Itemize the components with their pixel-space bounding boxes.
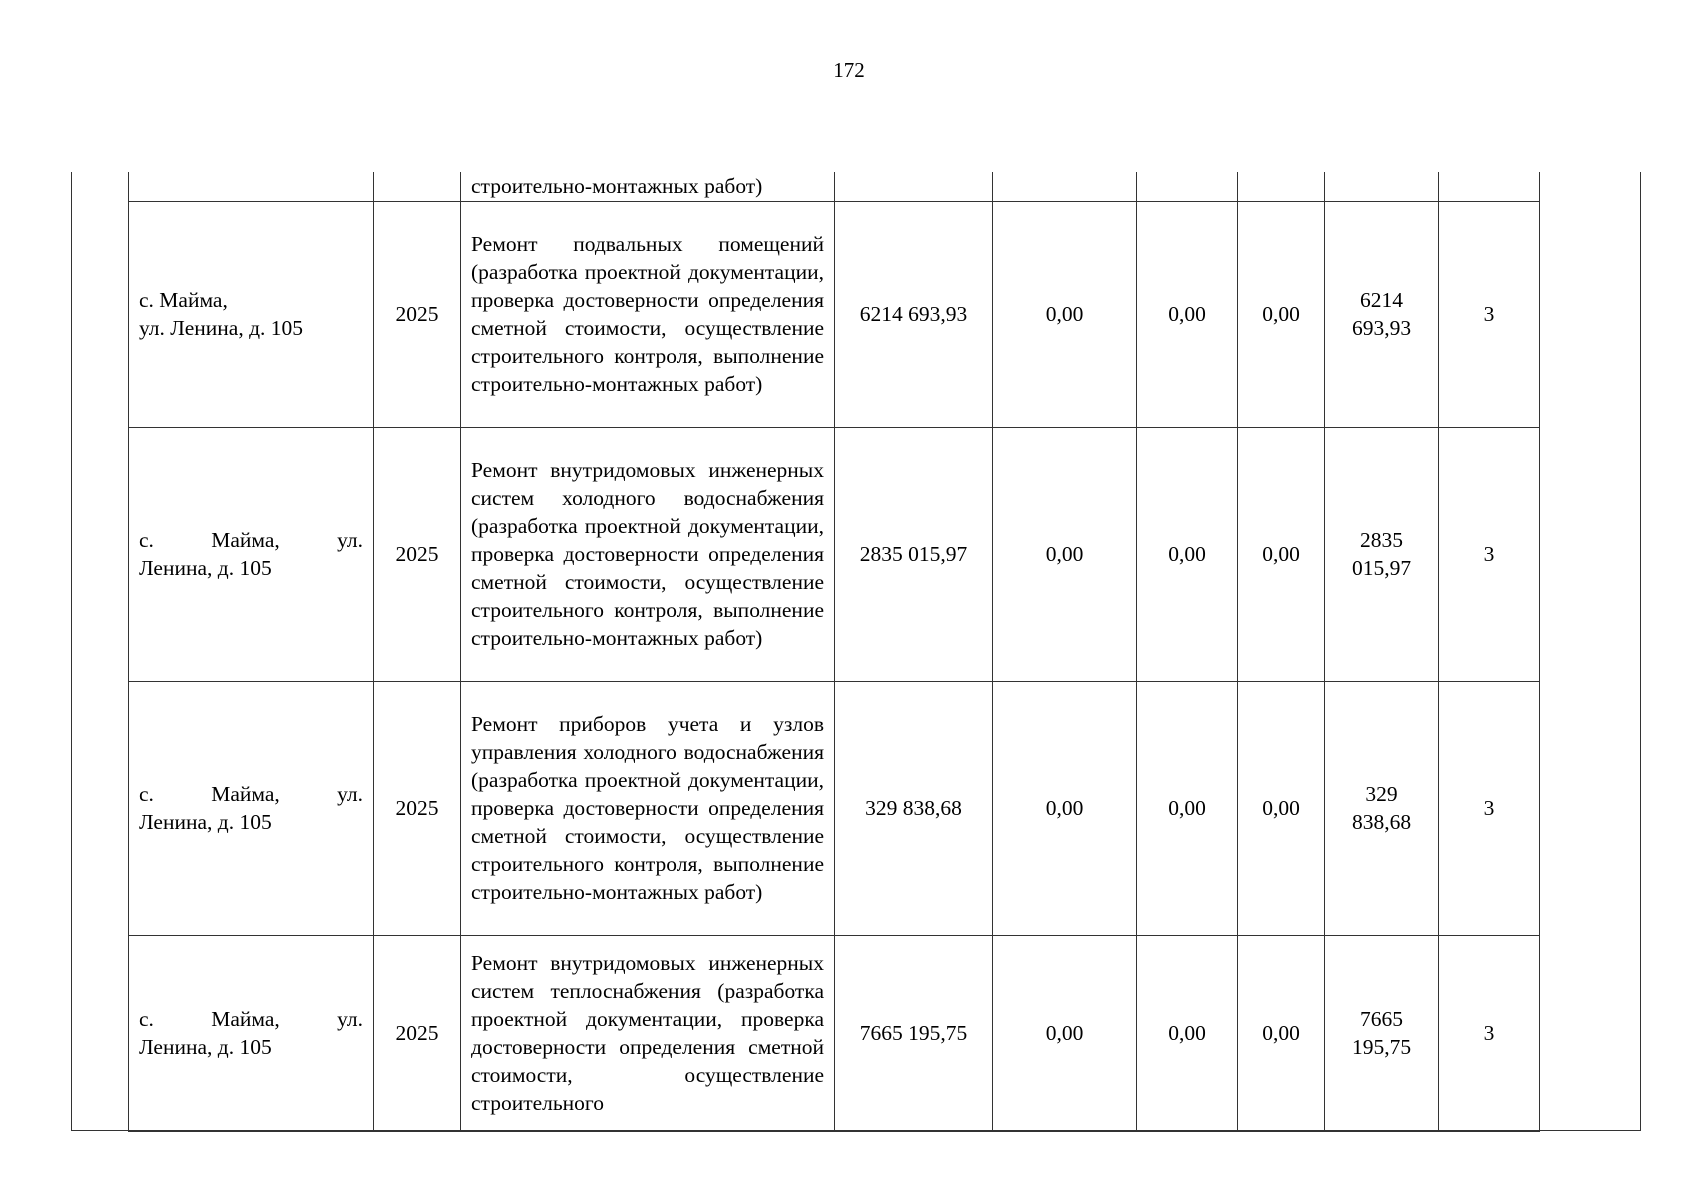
sum-line: 2835 [1360,528,1403,552]
address-line: с. Майма, [139,288,228,312]
funding-cell: 0,00 [993,935,1137,1131]
sum-line: 7665 [1360,1007,1403,1031]
description-text: Ремонт приборов учета и узлов управления холодного водоснабжения (разработка проектной документации, проверка достоверности определения сметной стоимости, осуществление строительного контроля, выполнение строительно-монтажных работ) [471,712,824,904]
total-cost-cell: 2835 015,97 [835,427,993,681]
code-cell: 3 [1439,935,1540,1131]
total-cost-cell: 6214 693,93 [835,201,993,427]
funding-cell: 0,00 [1137,935,1238,1131]
code-cell: 3 [1439,681,1540,935]
sum-cell [1325,172,1439,201]
address-line: с. Майма, ул. [139,782,363,806]
address-line: Ленина, д. 105 [139,556,272,580]
address-cell [129,681,374,935]
total-cost-cell [835,172,993,201]
funding-cell: 0,00 [993,201,1137,427]
sum-cell [1325,201,1439,427]
sum-cell [1325,935,1439,1131]
sum-line: 329 [1365,782,1398,806]
year-cell: 2025 [374,681,461,935]
table-row [129,427,1540,681]
funding-cell [993,172,1137,201]
description-text: Ремонт внутридомовых инженерных систем теплоснабжения (разработка проектной документации, проверка достоверности определения сметной стоимости, осуществление строительного [471,951,824,1115]
total-cost-cell: 329 838,68 [835,681,993,935]
address-cell [129,201,374,427]
description-cell [461,427,835,681]
address-line: ул. Ленина, д. 105 [139,316,304,340]
funding-cell: 0,00 [1238,681,1325,935]
funding-cell: 0,00 [1238,935,1325,1131]
address-cell [129,172,374,201]
address-line: с. Майма, ул. [139,528,363,552]
table-row [129,172,1540,201]
funding-cell: 0,00 [993,681,1137,935]
year-cell: 2025 [374,427,461,681]
code-cell [1439,172,1540,201]
sum-line: 838,68 [1351,810,1412,834]
address-line: Ленина, д. 105 [139,810,272,834]
funding-cell: 0,00 [1137,427,1238,681]
address-cell [129,935,374,1131]
funding-cell: 0,00 [1238,201,1325,427]
funding-cell: 0,00 [993,427,1137,681]
address-cell [129,427,374,681]
description-text: Ремонт подвальных помещений (разработка проектной документации, проверка достоверности определения сметной стоимости, осуществление строительного контроля, выполнение строительно-монтажных работ) [471,232,824,396]
year-cell: 2025 [374,935,461,1131]
description-text: Ремонт внутридомовых инженерных систем холодного водоснабжения (разработка проектной документации, проверка достоверности определения сметной стоимости, осуществление строительного контроля, выполнение строительно-монтажных работ) [471,458,824,650]
sum-cell [1325,681,1439,935]
funding-cell: 0,00 [1238,427,1325,681]
total-cost-cell: 7665 195,75 [835,935,993,1131]
year-cell: 2025 [374,201,461,427]
year-cell [374,172,461,201]
table-row [129,935,1540,1131]
code-cell: 3 [1439,427,1540,681]
sum-line: 6214 [1360,288,1403,312]
address-line: Ленина, д. 105 [139,1035,272,1059]
repair-program-table [128,172,1540,1132]
description-cell [461,201,835,427]
description-cell [461,172,835,201]
description-text: строительно-монтажных работ) [471,174,763,199]
code-cell: 3 [1439,201,1540,427]
funding-cell: 0,00 [1137,681,1238,935]
description-cell [461,681,835,935]
page-number: 172 [833,58,865,82]
description-cell [461,935,835,1131]
funding-cell [1137,172,1238,201]
sum-line: 015,97 [1351,556,1412,580]
sum-line: 195,75 [1351,1035,1412,1059]
funding-cell: 0,00 [1137,201,1238,427]
sum-line: 693,93 [1351,316,1412,340]
sum-cell [1325,427,1439,681]
table-row [129,681,1540,935]
funding-cell [1238,172,1325,201]
table-row [129,201,1540,427]
address-line: с. Майма, ул. [139,1007,363,1031]
